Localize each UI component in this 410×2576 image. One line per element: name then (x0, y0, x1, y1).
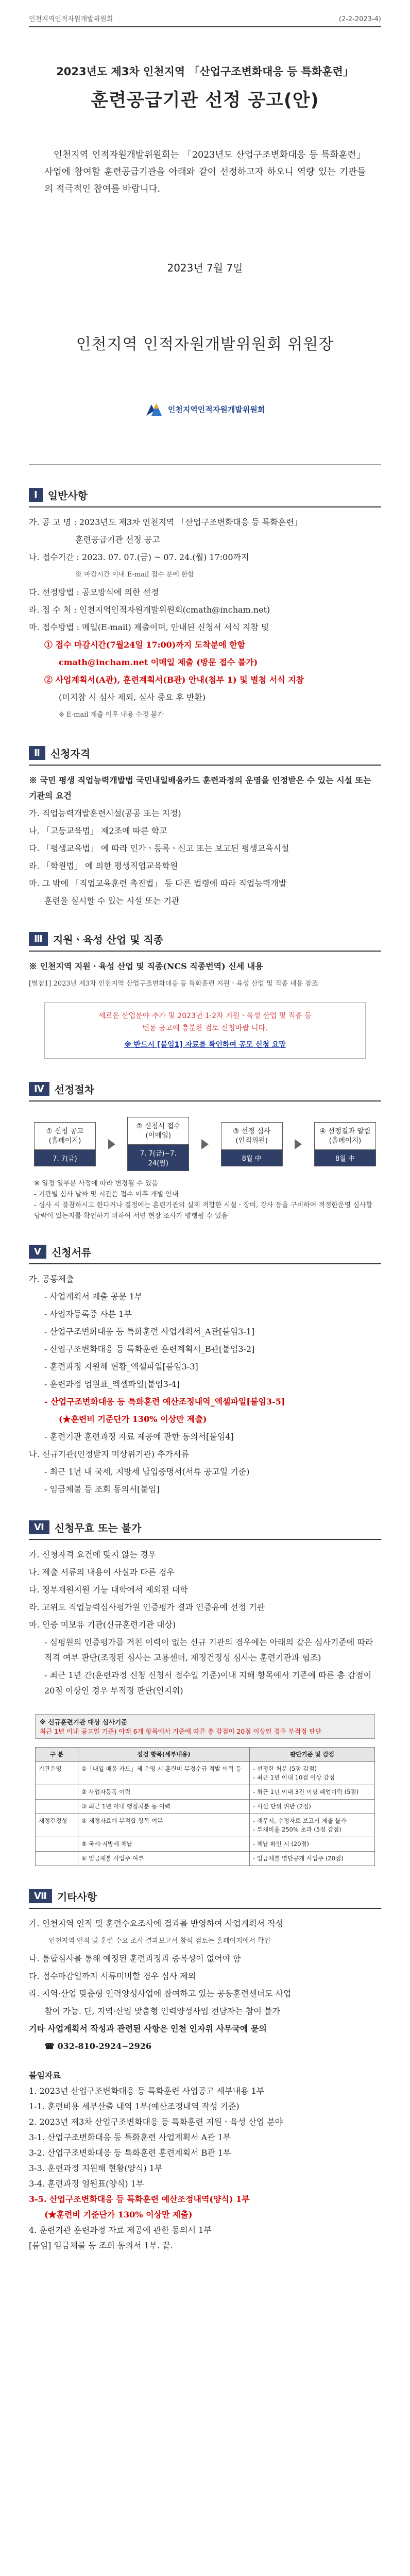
general-line: 훈련공급기관 선정 공고 (75, 535, 160, 545)
table-cell: - 시설 단위 위반 (2점) (250, 1800, 375, 1814)
attachment-item: 3-5. 산업구조변화대응 등 특화훈련 예산조정내역(양식) 1부 (29, 2194, 250, 2204)
section-title: 기타사항 (57, 1891, 97, 1903)
invalid-item: 마. 인증 미보유 기관(신규훈련기관 대상) (29, 1620, 176, 1630)
industry-notice-box (44, 1002, 366, 1059)
etc-content (29, 1916, 381, 2054)
section-etc (29, 1889, 381, 1909)
arrow-right-icon (295, 1139, 302, 1149)
step-channel: (홈페이지) (48, 1136, 81, 1145)
caption-criteria: 최근 1년 이내 공고일 기준) 아래 6개 항목에서 기준에 따른 총 감점이 20점 이상인 경우 부적정 판단 (40, 1727, 322, 1735)
invalid-subitem: - 심평원의 인증평가를 거친 이력이 없는 신규 기관의 경우에는 아래의 같은 심사기준에 따라 적격 여부 판단(조정된 심사는 고용센터, 재정건정성 심사는 훈련기관과 협조) (44, 1637, 373, 1663)
announce-date: 2023년 7월 7일 (167, 262, 243, 274)
section-industry (29, 931, 381, 952)
section-number: Ⅰ (29, 488, 43, 502)
org-name: 인천지역 인적자원개발위원회 위원장 (76, 335, 334, 353)
table-cell: ⑥ 임금체불 사업주 여부 (78, 1852, 250, 1866)
score-table-caption (35, 1714, 375, 1739)
documents-item: - 임금체불 등 조회 동의서[붙임] (44, 1484, 160, 1494)
documents-group: 나. 신규기관(인정받지 미상위기관) 추가서류 (29, 1449, 190, 1459)
step-date: 7. 7(금)~7. 24(월) (128, 1145, 189, 1171)
invalid-item: 가. 신청자격 요건에 맞지 않는 경우 (29, 1550, 156, 1560)
invalid-item: 나. 제출 서류의 내용이 사실과 다른 경우 (29, 1567, 175, 1577)
section-number: Ⅱ (29, 746, 45, 760)
qualification-item: 라. 「학원법」 에 의한 평생직업교육학원 (29, 861, 178, 871)
step-channel: (인적위원) (235, 1136, 268, 1145)
logo-mark-icon (145, 401, 163, 417)
attachment-item: 3-1. 산업구조변화대응 등 특화훈련 사업계획서 A관 1부 (29, 2132, 231, 2142)
section-invalid (29, 1520, 381, 1540)
arrow-right-icon (201, 1139, 209, 1149)
attachment-item: (★훈련비 기준단가 130% 이상만 제출) (44, 2210, 193, 2219)
notice-line: 세로운 산업분야 추가 및 2023년 1·2차 지원ㆍ육성 산업 및 직종 등 (98, 1012, 312, 1020)
table-cell: ③ 최근 1년 이내 행정처분 등 이력 (78, 1800, 250, 1814)
section-procedure (29, 1081, 381, 1101)
general-condition: (미지참 시 심사 제외, 심사 중요 후 반환) (59, 692, 206, 702)
section-number: Ⅳ (29, 1082, 49, 1096)
step-date: 7. 7(금) (35, 1150, 95, 1166)
etc-item: 다. 접수마감일까지 서류미비할 경우 심사 제외 (29, 1971, 196, 1981)
procedure-flow (34, 1117, 376, 1171)
qualification-star: ※ 국민 평생 직업능력개발법 국민내일배움카드 훈련과정의 운영을 인정받은 수 있는 시설 또는 기관의 요건 (29, 775, 371, 801)
section-title: 신청무효 또는 불가 (54, 1522, 142, 1534)
table-cell: 재정건정성 (36, 1814, 78, 1837)
step-date: 8월 中 (221, 1150, 282, 1166)
documents-item: - 산업구조변화대응 등 특화훈련 예산조정내역_엑셀파일[붙임3-5] (44, 1397, 285, 1406)
logo-text: 인천지역인적자원개발위원회 (167, 404, 265, 414)
procedure-note: ※ 일정 일부분 사정에 따라 변경될 수 있음 (34, 1180, 158, 1188)
table-cell: ⑤ 국세·지방세 체납 (78, 1837, 250, 1852)
section-number: Ⅲ (29, 932, 48, 946)
procedure-notes (34, 1178, 376, 1222)
table-row (36, 1814, 375, 1837)
step-title: ② 신청서 접수 (136, 1122, 181, 1130)
documents-item: (★훈련비 기준단가 130% 이상만 제출) (59, 1414, 207, 1424)
table-header: 구 분 (36, 1748, 78, 1762)
table-cell (36, 1837, 78, 1852)
etc-item: 기타 사업계획서 작성과 관련된 사항은 인천 인자위 사무국에 문의 (29, 2024, 267, 2033)
qualification-item: 마. 그 밖에 「직업교육훈련 촉진법」 등 다른 법령에 따라 직업능력개발 (29, 878, 287, 888)
attachment-item: 3-2. 산업구조변화대응 등 특화훈련 훈련계획서 B관 1부 (29, 2148, 231, 2158)
procedure-note: - 심사 시 불참하시고 한다거나 결정에는 훈련기관의 실제 적합한 시설ㆍ장비, 강사 등을 구비하여 적정한운영 심사할 당락이 있는지를 확인하기 위하여 서면 현장 조사가 병행될 수 있음 (34, 1201, 372, 1220)
documents-item: - 최근 1년 내 국세, 지방세 납입증명서(서류 공고일 기준) (44, 1467, 250, 1477)
step-title: ③ 선정 심사 (233, 1127, 271, 1136)
contact-phone: ☎ 032-810-2924~2926 (44, 2041, 152, 2051)
qualification-content (29, 773, 381, 909)
notice-line: 변동 공고에 충분한 검토 신청바랍 니다. (142, 1024, 268, 1032)
table-cell: - 임금체불 명단공개 사업주 (20점) (250, 1852, 375, 1866)
etc-item: 나. 통합심사를 통해 예정된 훈련과정과 중복성이 없어야 함 (29, 1954, 241, 1963)
documents-item: - 사업계획서 제출 공문 1부 (44, 1292, 143, 1301)
attachment-item: [붙임] 임금체불 등 조회 동의서 1부. 끝. (29, 2241, 173, 2250)
section-title: 신청자격 (50, 748, 91, 760)
table-cell: ④ 재정자료에 부적합 항목 여부 (78, 1814, 250, 1837)
general-line: 라. 접 수 처 : 인천지역인적자원개발위원회(cmath@incham.net) (29, 605, 270, 615)
invalid-item: 라. 고위도 직업능력심사평가원 인증평가 결과 인증유예 선정 기관 (29, 1602, 265, 1612)
general-content (29, 515, 381, 723)
industry-note: [별첨1] 2023년 제3차 인천지역 산업구조변화대응 등 특화훈련 지원ㆍ육성 산업 및 직종 내용 참조 (29, 980, 318, 988)
title-block (29, 63, 381, 112)
invalid-item: 다. 정부재원지원 기능 대학에서 제외된 대학 (29, 1585, 188, 1595)
etc-item: 라. 지역·산업 맞춤형 인력양성사업에 참여하고 있는 공동훈련센터도 사업 (29, 1989, 292, 1998)
divider (29, 464, 381, 465)
documents-item: - 산업구조변화대응 등 특화훈련 훈련계획서_B관[붙임3-2] (44, 1344, 255, 1354)
industry-star: ※ 인천지역 지원ㆍ육성 산업 및 직종(NCS 직종번역) 신세 내용 (29, 961, 263, 971)
general-condition: ② 사업계획서(A관), 훈련계획서(B관) 안내(첨부 1) 및 별첨 서식 지참 (44, 675, 304, 685)
qualification-item: 나. 「고등교육법」 제2조에 따른 학교 (29, 826, 167, 836)
table-cell: - 재무서, 수정자료 보고서 제출 불가 - 부채비율 250% 초과 (5점 감점) (250, 1814, 375, 1837)
caption-title: ※ 신규훈련기관 대상 심사기준 (40, 1718, 128, 1726)
table-cell: - 체납 확인 시 (20점) (250, 1837, 375, 1852)
general-line: 마. 접수방법 : 메일(E-mail) 제출이며, 안내된 신청서 서식 지참 및 (29, 622, 269, 632)
documents-item: - 훈련과정 지원해 현황_엑셀파일[붙임3-3] (44, 1362, 198, 1371)
invalid-subitem: - 최근 1년 간(훈련과정 신청 신청서 접수일 기준)이내 지해 항목에서 기준에 따른 총 감점이 20점 이상인 경우 부적정 판단(인지위) (44, 1670, 372, 1696)
general-condition: cmath@incham.net 이메일 제출 (방문 접수 불가) (59, 657, 258, 667)
table-cell: 기관운영 (36, 1762, 78, 1785)
table-cell: - 최근 1년 이내 3건 이상 폐업이력 (5점) (250, 1785, 375, 1800)
qualification-item: 다. 「평생교육법」 에 따라 인가ㆍ등록ㆍ신고 또는 보고된 평생교육시설 (29, 843, 289, 853)
documents-item: - 사업자등록증 사본 1부 (44, 1309, 132, 1319)
procedure-step (314, 1122, 376, 1166)
notice-link[interactable]: ※ 반드시 [붙임1] 자료를 확인하여 공모 신청 요망 (124, 1041, 286, 1049)
section-number: Ⅶ (29, 1889, 52, 1903)
step-channel: (이메일) (145, 1131, 172, 1140)
general-line: 나. 접수기간 : 2023. 07. 07.(금) ~ 07. 24.(월) 17:00까지 (29, 552, 249, 562)
general-condition: ① 접수 마감시간(7월24일 17:00)까지 도착분에 한함 (44, 640, 246, 650)
section-title: 선정절차 (54, 1083, 95, 1096)
procedure-step (34, 1122, 96, 1166)
header-code: (2-2-2023-4) (338, 15, 381, 23)
documents-item: - 산업구조변화대응 등 특화훈련 사업계획서_A관[붙임3-1] (44, 1327, 255, 1336)
step-channel: (홈페이지) (329, 1136, 362, 1145)
documents-item: - 훈련기관 훈련과정 자료 제공에 관한 동의서[붙임4] (44, 1432, 234, 1442)
table-row (36, 1852, 375, 1866)
table-row (36, 1785, 375, 1800)
section-title: 지원ㆍ육성 산업 및 직종 (53, 934, 164, 946)
table-cell: ①「내일 배움 카드」제 운영 시 훈련비 부정수급 적발 이력 등 (78, 1762, 250, 1785)
procedure-step (221, 1122, 283, 1166)
procedure-step (127, 1117, 189, 1171)
org-logo (29, 401, 381, 417)
table-cell (36, 1785, 78, 1800)
attachment-item: 3-3. 훈련과정 지원해 현황(양식) 1부 (29, 2163, 163, 2173)
attachments-list (29, 2069, 381, 2253)
attachment-item: 3-4. 훈련과정 엄원표(양식) 1부 (29, 2179, 144, 2189)
etc-item: 가. 인천지역 인적 및 훈련수요조사에 결과를 반영하여 사업계획서 작성 (29, 1919, 283, 1928)
table-row (36, 1800, 375, 1814)
table-row (36, 1762, 375, 1785)
section-title: 신청서류 (51, 1246, 92, 1259)
table-cell: - 선정한 처분 (5점 감점) - 최근 1년 이내 10점 이상 감점 (250, 1762, 375, 1785)
documents-group: 가. 공통제출 (29, 1274, 74, 1284)
etc-subitem: - 인천지역 인적 및 훈련 수요 조사 결과보고서 참석 검토는 홈페이지에서 확인 (44, 1937, 271, 1945)
section-number: Ⅴ (29, 1245, 46, 1259)
qualification-item: 훈련을 실시할 수 있는 시설 또는 기관 (44, 896, 180, 906)
section-qualification (29, 745, 381, 766)
industry-content (29, 959, 381, 992)
arrow-right-icon (108, 1139, 115, 1149)
table-cell (36, 1852, 78, 1866)
attachment-item: 1-1. 훈련비용 세부산출 내역 1부(예산조정내역 작성 기준) (29, 2102, 240, 2111)
table-row (36, 1837, 375, 1852)
table-cell: ② 사업자등록 이력 (78, 1785, 250, 1800)
section-number: Ⅵ (29, 1520, 49, 1534)
step-title: ① 신청 공고 (46, 1127, 84, 1136)
table-header: 판단기준 및 감점 (250, 1748, 375, 1762)
score-table (35, 1747, 375, 1866)
etc-item: 참여 가능. 단, 지역·산업 맞춤형 인력양성사업 전담자는 참여 불가 (44, 2006, 280, 2016)
invalid-content (29, 1547, 381, 1699)
title-main: 훈련공급기관 선정 공고(안) (91, 90, 319, 111)
attachment-item: 4. 훈련기관 훈련과정 자료 제공에 관한 동의서 1부 (29, 2225, 212, 2235)
section-general (29, 487, 381, 507)
general-note: ※ E-mail 제출 이후 내용 수정 불가 (59, 711, 164, 719)
general-line: 다. 선정방법 : 공모방식에 의한 선정 (29, 587, 159, 597)
table-cell (36, 1800, 78, 1814)
attachments-title: 붙임자료 (29, 2071, 61, 2080)
document-header (29, 0, 381, 27)
documents-content (29, 1272, 381, 1497)
attachment-item: 2. 2023년 제3차 산업구조변화대응 등 특화훈련 지원ㆍ육성 산업 분야 (29, 2117, 283, 2127)
qualification-item: 가. 직업능력개발훈련시설(공공 또는 지정) (29, 808, 181, 818)
step-date: 8월 中 (315, 1150, 375, 1166)
step-title: ④ 선정결과 알림 (319, 1127, 371, 1136)
header-org: 인천지역인적자원개발위원회 (29, 15, 113, 23)
section-documents (29, 1244, 381, 1264)
table-header: 점검 항목(세부내용) (78, 1748, 250, 1762)
section-title: 일반사항 (47, 489, 88, 502)
intro-paragraph: 인천지역 인적자원개발위원회는 「2023년도 산업구조변화대응 등 특화훈련」 사업에 참여할 훈련공급기관을 아래와 같이 선정하고자 하오니 역량 있는 기관들의 적극적인 참여를 바랍니다. (44, 150, 366, 194)
procedure-note: - 기관별 심사 날짜 및 시간은 접수 이후 개별 안내 (34, 1191, 179, 1198)
general-note: ※ 마감시간 이내 E-mail 접수 분에 한함 (75, 571, 195, 579)
attachment-item: 1. 2023년 산업구조변화대응 등 특화훈련 사업공고 세부내용 1부 (29, 2086, 265, 2096)
title-sub: 2023년도 제3차 인천지역 「산업구조변화대응 등 특화훈련」 (56, 65, 354, 78)
general-line: 가. 공 고 명 : 2023년도 제3차 인천지역 「산업구조변화대응 등 특화훈련」 (29, 517, 302, 527)
documents-item: - 훈련과정 엄원표_엑셀파일[붙임3-4] (44, 1379, 180, 1389)
